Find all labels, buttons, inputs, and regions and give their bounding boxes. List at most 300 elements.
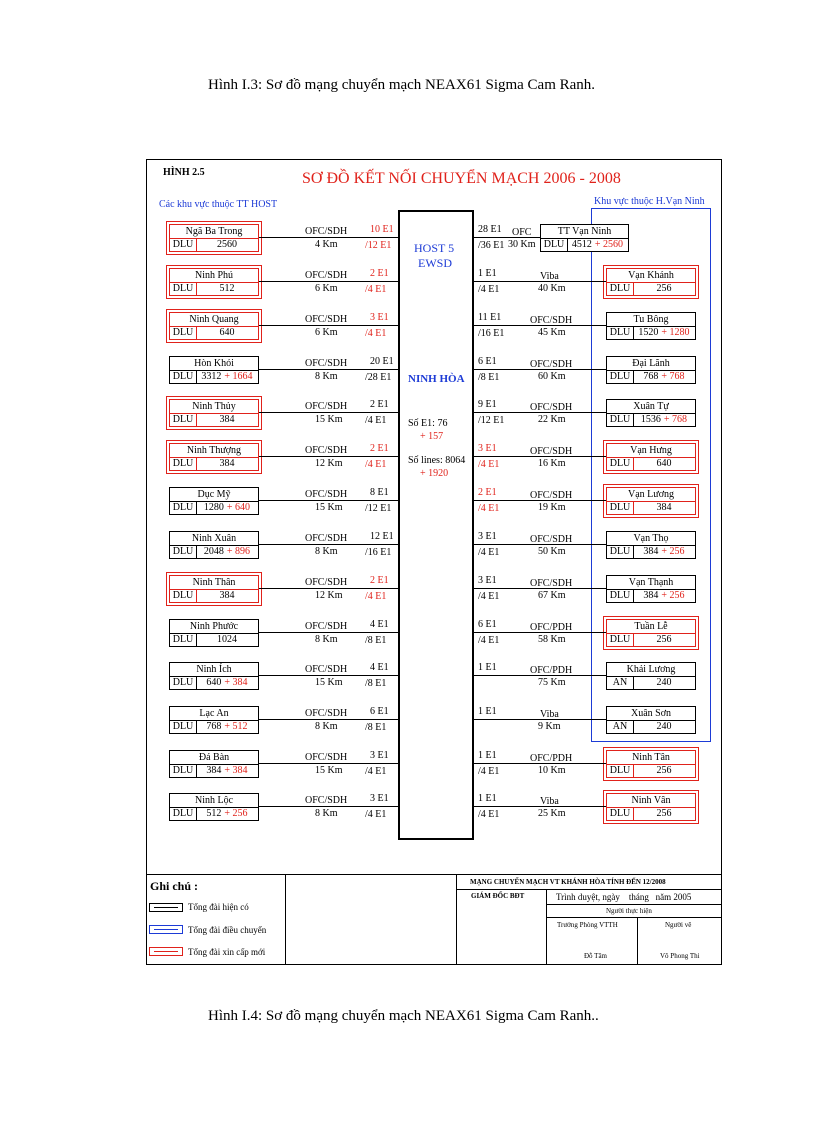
right-e1-total: /4 E1	[478, 766, 500, 777]
left-node-cap: 384	[219, 414, 235, 425]
left-node-cap-add: + 384	[224, 677, 248, 688]
right-node-capacity	[633, 413, 695, 426]
right-node-cap: 4512	[571, 239, 592, 250]
left-e1-total: /4 E1	[365, 459, 387, 470]
left-node-cap-add: + 256	[224, 808, 248, 819]
left-link-line-3	[259, 369, 398, 370]
right-node-name: Xuân Tự	[607, 400, 695, 414]
right-node-name: Khải Lương	[607, 663, 695, 677]
left-node-12	[169, 750, 259, 778]
left-link-type: OFC/SDH	[305, 795, 348, 806]
right-e1-total: /4 E1	[478, 503, 500, 514]
right-node-capacity	[633, 676, 695, 689]
left-link-dist: 15 Km	[315, 677, 343, 688]
left-node-cap: 2048	[203, 546, 224, 557]
right-node-capacity	[633, 545, 695, 558]
left-link-dist: 15 Km	[315, 765, 343, 776]
left-link-line-12	[259, 763, 398, 764]
right-e1-used: 3 E1	[478, 443, 497, 454]
legend-transfer-swatch	[149, 925, 183, 934]
right-link-dist: 16 Km	[538, 458, 566, 469]
titleblock-dept: Trưởng Phòng VTTH	[557, 921, 618, 929]
left-e1-used: 6 E1	[370, 706, 389, 717]
right-node-11	[606, 706, 696, 734]
host-lines-add: + 1920	[420, 468, 449, 479]
right-node-name: TT Vạn Ninh	[541, 225, 628, 239]
left-link-dist: 12 Km	[315, 458, 343, 469]
right-link-dist: 60 Km	[538, 371, 566, 382]
figure-title: SƠ ĐỒ KẾT NỐI CHUYỂN MẠCH 2006 - 2008	[302, 170, 621, 187]
left-e1-total: /4 E1	[365, 766, 387, 777]
left-node-cap: 512	[219, 283, 235, 294]
right-node-unit: DLU	[607, 633, 634, 646]
left-node-capacity	[196, 457, 258, 470]
left-node-8	[169, 575, 259, 603]
right-node-cap: 640	[656, 458, 672, 469]
left-area-label: Các khu vực thuộc TT HOST	[159, 199, 278, 210]
left-node-unit: DLU	[170, 720, 197, 733]
left-e1-used: 2 E1	[370, 399, 389, 410]
right-link-type: OFC/SDH	[530, 534, 573, 545]
left-link-dist: 8 Km	[315, 546, 338, 557]
left-node-unit: DLU	[170, 413, 197, 426]
right-link-type: Viba	[540, 709, 559, 720]
left-link-dist: 4 Km	[315, 239, 338, 250]
right-e1-total: /4 E1	[478, 459, 500, 470]
left-link-line-11	[259, 719, 398, 720]
right-e1-used: 1 E1	[478, 750, 497, 761]
left-node-name: Ninh Xuân	[170, 532, 258, 546]
right-e1-total: /36 E1	[478, 240, 505, 251]
left-e1-total: /4 E1	[365, 415, 387, 426]
right-node-name: Vạn Thạnh	[607, 576, 695, 590]
left-node-name: Dục Mỹ	[170, 488, 258, 502]
left-node-cap: 1280	[203, 502, 224, 513]
left-node-unit: DLU	[170, 282, 197, 295]
left-e1-total: /28 E1	[365, 372, 392, 383]
left-node-capacity	[196, 633, 258, 646]
right-node-name: Tu Bông	[607, 313, 695, 327]
right-link-type: OFC/SDH	[530, 578, 573, 589]
legend-new-label: Tổng đài xin cấp mới	[188, 947, 266, 957]
right-node-capacity	[633, 589, 695, 602]
tb-col	[546, 889, 547, 965]
left-node-cap: 768	[206, 721, 222, 732]
right-node-unit: DLU	[607, 326, 634, 339]
left-node-name: Ngã Ba Trong	[170, 225, 258, 239]
right-node-12	[606, 750, 696, 778]
left-link-type: OFC/SDH	[305, 708, 348, 719]
left-node-unit: DLU	[170, 764, 197, 777]
left-link-line-2	[259, 325, 398, 326]
right-node-capacity	[633, 326, 695, 339]
left-e1-total: /8 E1	[365, 678, 387, 689]
right-node-name: Đại Lãnh	[607, 357, 695, 371]
left-node-capacity	[196, 370, 258, 383]
left-node-unit: DLU	[170, 807, 197, 820]
right-node-3	[606, 356, 696, 384]
titleblock-approve: Trình duyệt, ngày tháng năm 2005	[556, 892, 692, 902]
left-link-dist: 12 Km	[315, 590, 343, 601]
right-link-dist: 67 Km	[538, 590, 566, 601]
right-node-cap-add: + 2560	[594, 239, 624, 250]
right-node-9	[606, 619, 696, 647]
right-node-cap-add: + 1280	[661, 327, 690, 338]
left-e1-total: /8 E1	[365, 722, 387, 733]
right-node-unit: DLU	[607, 807, 634, 820]
right-link-dist: 45 Km	[538, 327, 566, 338]
left-link-line-8	[259, 588, 398, 589]
tb-col-2	[637, 917, 638, 965]
tb-line-1	[456, 889, 722, 890]
left-e1-total: /8 E1	[365, 635, 387, 646]
legend-existing-label: Tổng đài hiện có	[188, 902, 249, 912]
right-node-capacity	[633, 633, 695, 646]
right-e1-used: 3 E1	[478, 531, 497, 542]
left-link-type: OFC/SDH	[305, 577, 348, 588]
left-node-11	[169, 706, 259, 734]
right-link-type: OFC/PDH	[530, 753, 573, 764]
left-link-type: OFC/SDH	[305, 621, 348, 632]
titleblock-name-1: Đỗ Tâm	[584, 952, 608, 960]
right-node-6	[606, 487, 696, 515]
left-link-line-7	[259, 544, 398, 545]
left-node-cap-add: + 512	[224, 721, 248, 732]
right-link-dist: 19 Km	[538, 502, 566, 513]
right-link-type: OFC/PDH	[530, 665, 573, 676]
left-e1-used: 2 E1	[370, 575, 389, 586]
left-e1-used: 2 E1	[370, 268, 389, 279]
right-node-4	[606, 399, 696, 427]
left-node-name: Ninh Thủy	[170, 400, 258, 414]
left-e1-used: 12 E1	[370, 531, 394, 542]
left-e1-used: 3 E1	[370, 750, 389, 761]
left-node-name: Ninh Thân	[170, 576, 258, 590]
left-link-dist: 15 Km	[315, 414, 343, 425]
right-e1-total: /4 E1	[478, 591, 500, 602]
figure-number: HÌNH 2.5	[163, 167, 205, 178]
left-node-unit: DLU	[170, 457, 197, 470]
left-node-unit: DLU	[170, 633, 197, 646]
right-node-5	[606, 443, 696, 471]
left-e1-total: /4 E1	[365, 809, 387, 820]
left-node-capacity	[196, 720, 258, 733]
right-node-unit: DLU	[607, 589, 634, 602]
right-link-type: OFC/SDH	[530, 359, 573, 370]
left-e1-total: /12 E1	[365, 240, 392, 251]
left-link-dist: 15 Km	[315, 502, 343, 513]
right-node-capacity	[633, 370, 695, 383]
left-link-dist: 8 Km	[315, 634, 338, 645]
right-node-name: Xuân Sơn	[607, 707, 695, 721]
right-node-name: Vạn Thọ	[607, 532, 695, 546]
right-e1-total: /4 E1	[478, 809, 500, 820]
left-link-type: OFC/SDH	[305, 752, 348, 763]
left-link-type: OFC/SDH	[305, 314, 348, 325]
left-e1-used: 3 E1	[370, 793, 389, 804]
right-node-cap: 256	[656, 765, 672, 776]
right-node-unit: DLU	[607, 501, 634, 514]
left-link-line-9	[259, 632, 398, 633]
left-e1-used: 4 E1	[370, 619, 389, 630]
right-node-10	[606, 662, 696, 690]
left-link-dist: 6 Km	[315, 283, 338, 294]
right-node-cap: 1536	[640, 414, 661, 425]
right-node-8	[606, 575, 696, 603]
right-node-name: Vạn Hưng	[607, 444, 695, 458]
right-node-name: Ninh Tân	[607, 751, 695, 765]
right-node-capacity	[633, 764, 695, 777]
left-e1-total: /4 E1	[365, 328, 387, 339]
right-link-type: OFC/SDH	[530, 402, 573, 413]
right-node-unit: AN	[607, 720, 634, 733]
left-link-line-5	[259, 456, 398, 457]
right-link-dist: 10 Km	[538, 765, 566, 776]
right-node-cap: 240	[656, 721, 672, 732]
footer-col-2	[456, 874, 457, 965]
left-node-unit: DLU	[170, 370, 197, 383]
right-node-capacity	[633, 807, 695, 820]
right-node-7	[606, 531, 696, 559]
left-node-capacity	[196, 413, 258, 426]
right-e1-used: 1 E1	[478, 268, 497, 279]
right-link-dist: 50 Km	[538, 546, 566, 557]
left-node-capacity	[196, 676, 258, 689]
tb-line-3	[546, 917, 722, 918]
left-link-type: OFC/SDH	[305, 664, 348, 675]
right-e1-total: /12 E1	[478, 415, 505, 426]
left-e1-used: 20 E1	[370, 356, 394, 367]
right-node-unit: DLU	[541, 238, 568, 251]
right-node-2	[606, 312, 696, 340]
left-node-cap: 640	[206, 677, 222, 688]
left-node-capacity	[196, 807, 258, 820]
titleblock-director: GIÁM ĐỐC BĐT	[471, 892, 525, 900]
left-node-capacity	[196, 589, 258, 602]
right-node-capacity	[633, 720, 695, 733]
right-link-dist: 22 Km	[538, 414, 566, 425]
left-node-capacity	[196, 501, 258, 514]
left-node-unit: DLU	[170, 545, 197, 558]
legend-title: Ghi chú :	[150, 879, 199, 893]
right-link-dist: 75 Km	[538, 677, 566, 688]
tb-line-2	[546, 904, 722, 905]
left-node-cap: 1024	[217, 634, 237, 645]
right-e1-used: 2 E1	[478, 487, 497, 498]
right-node-unit: DLU	[607, 282, 634, 295]
left-link-type: OFC/SDH	[305, 226, 348, 237]
left-node-name: Hòn Khói	[170, 357, 258, 371]
left-node-unit: DLU	[170, 238, 197, 251]
left-link-dist: 6 Km	[315, 327, 338, 338]
left-node-13	[169, 793, 259, 821]
left-link-line-4	[259, 412, 398, 413]
right-link-type: OFC/SDH	[530, 315, 573, 326]
host-label-1: HOST 5	[414, 241, 455, 255]
left-node-unit: DLU	[170, 326, 197, 339]
left-node-cap: 384	[219, 590, 235, 601]
right-node-capacity	[633, 282, 695, 295]
right-node-cap-add: + 768	[661, 371, 685, 382]
left-e1-used: 2 E1	[370, 443, 389, 454]
left-node-6	[169, 487, 259, 515]
right-e1-used: 1 E1	[478, 662, 497, 673]
left-node-capacity	[196, 545, 258, 558]
left-node-name: Ninh Phú	[170, 269, 258, 283]
right-e1-used: 28 E1	[478, 224, 502, 235]
right-node-cap: 768	[643, 371, 659, 382]
left-link-dist: 8 Km	[315, 808, 338, 819]
left-node-name: Ninh Quang	[170, 313, 258, 327]
left-node-cap: 384	[219, 458, 235, 469]
right-link-type: Viba	[540, 796, 559, 807]
right-node-cap: 384	[643, 546, 659, 557]
left-node-capacity	[196, 764, 258, 777]
right-link-dist: 25 Km	[538, 808, 566, 819]
left-node-unit: DLU	[170, 676, 197, 689]
host-e1-add: + 157	[420, 431, 444, 442]
left-node-capacity	[196, 326, 258, 339]
left-link-type: OFC/SDH	[305, 445, 348, 456]
titleblock-performer: Người thực hiện	[606, 907, 652, 915]
right-node-unit: DLU	[607, 413, 634, 426]
caption-top: Hình I.3: Sơ đồ mạng chuyển mạch NEAX61 Sigma Cam Ranh.	[208, 77, 596, 93]
left-node-name: Ninh Phước	[170, 620, 258, 634]
right-node-cap-add: + 768	[663, 414, 688, 425]
left-e1-total: /12 E1	[365, 503, 392, 514]
left-node-2	[169, 312, 259, 340]
left-node-4	[169, 399, 259, 427]
right-node-name: Tuần Lễ	[607, 620, 695, 634]
right-link-dist: 30 Km	[508, 239, 536, 250]
right-link-type: OFC/SDH	[530, 490, 573, 501]
right-node-cap: 384	[656, 502, 672, 513]
right-node-cap-add: + 256	[661, 546, 685, 557]
right-node-cap-add: + 256	[661, 590, 685, 601]
left-link-type: OFC/SDH	[305, 533, 348, 544]
left-node-cap: 512	[206, 808, 222, 819]
left-node-cap-add: + 896	[226, 546, 251, 557]
left-node-cap: 2560	[217, 239, 237, 250]
left-node-name: Lạc An	[170, 707, 258, 721]
left-node-cap-add: + 640	[226, 502, 251, 513]
left-link-line-0	[259, 237, 398, 238]
right-node-unit: DLU	[607, 545, 634, 558]
right-e1-total: /8 E1	[478, 372, 500, 383]
left-node-7	[169, 531, 259, 559]
left-e1-total: /4 E1	[365, 591, 387, 602]
right-node-unit: DLU	[607, 457, 634, 470]
host-e1-count: Số E1: 76	[408, 418, 448, 429]
right-e1-used: 1 E1	[478, 706, 497, 717]
left-node-9	[169, 619, 259, 647]
left-link-dist: 8 Km	[315, 371, 338, 382]
right-node-cap: 240	[656, 677, 672, 688]
left-node-name: Ninh Thượng	[170, 444, 258, 458]
legend-transfer-label: Tổng đài điều chuyển	[188, 925, 267, 935]
left-node-name: Đá Bàn	[170, 751, 258, 765]
left-node-capacity	[196, 238, 258, 251]
right-node-13	[606, 793, 696, 821]
right-node-cap: 256	[656, 634, 672, 645]
left-link-type: OFC/SDH	[305, 401, 348, 412]
left-node-cap: 3312	[201, 371, 222, 382]
left-node-cap-add: + 384	[224, 765, 248, 776]
legend-new-swatch	[149, 947, 183, 956]
right-e1-used: 3 E1	[478, 575, 497, 586]
right-e1-total: /16 E1	[478, 328, 505, 339]
right-node-capacity	[633, 457, 695, 470]
right-link-type: OFC/SDH	[530, 446, 573, 457]
left-e1-used: 10 E1	[370, 224, 394, 235]
left-link-line-1	[259, 281, 398, 282]
right-link-type: OFC/PDH	[530, 622, 573, 633]
host-lines-count: Số lines: 8064	[408, 455, 466, 466]
right-node-capacity	[633, 501, 695, 514]
right-link-type: OFC	[512, 227, 532, 238]
right-node-unit: AN	[607, 676, 634, 689]
left-node-5	[169, 443, 259, 471]
right-area-label: Khu vực thuộc H.Vạn Ninh	[594, 196, 705, 207]
right-node-name: Ninh Vân	[607, 794, 695, 808]
right-node-cap: 1520	[638, 327, 659, 338]
right-e1-used: 11 E1	[478, 312, 502, 323]
left-node-name: Ninh Lộc	[170, 794, 258, 808]
right-e1-used: 6 E1	[478, 356, 497, 367]
left-node-name: Ninh Ích	[170, 663, 258, 677]
right-node-name: Vạn Lương	[607, 488, 695, 502]
right-e1-used: 1 E1	[478, 793, 497, 804]
footer-col-1	[285, 874, 286, 965]
right-node-capacity	[567, 238, 628, 251]
right-link-dist: 58 Km	[538, 634, 566, 645]
left-node-unit: DLU	[170, 501, 197, 514]
left-node-unit: DLU	[170, 589, 197, 602]
left-link-dist: 8 Km	[315, 721, 338, 732]
left-link-line-13	[259, 806, 398, 807]
host-name: NINH HÒA	[408, 373, 465, 385]
left-e1-used: 4 E1	[370, 662, 389, 673]
left-e1-total: /16 E1	[365, 547, 392, 558]
titleblock-drawer: Người vẽ	[665, 921, 692, 929]
right-link-dist: 9 Km	[538, 721, 561, 732]
caption-bottom: Hình I.4: Sơ đồ mạng chuyển mạch NEAX61 Sigma Cam Ranh..	[208, 1008, 599, 1024]
legend-existing-swatch	[149, 903, 183, 912]
host-switch	[398, 210, 474, 840]
right-e1-used: 6 E1	[478, 619, 497, 630]
right-node-1	[606, 268, 696, 296]
left-node-cap-add: + 1664	[224, 371, 253, 382]
left-e1-total: /4 E1	[365, 284, 387, 295]
right-node-0	[540, 224, 629, 252]
right-node-cap: 256	[656, 283, 672, 294]
right-node-unit: DLU	[607, 764, 634, 777]
titleblock-title: MẠNG CHUYỂN MẠCH VT KHÁNH HÒA TÍNH ĐẾN 12/2008	[470, 878, 666, 886]
right-node-name: Vạn Khánh	[607, 269, 695, 283]
right-e1-used: 9 E1	[478, 399, 497, 410]
left-link-type: OFC/SDH	[305, 358, 348, 369]
left-node-cap: 384	[206, 765, 222, 776]
titleblock-name-2: Võ Phong Thi	[660, 952, 700, 960]
right-node-unit: DLU	[607, 370, 634, 383]
right-link-type: Viba	[540, 271, 559, 282]
left-link-line-10	[259, 675, 398, 676]
host-label-2: EWSD	[418, 256, 452, 270]
left-node-0	[169, 224, 259, 252]
footer-divider	[146, 874, 722, 875]
left-e1-used: 3 E1	[370, 312, 389, 323]
left-link-type: OFC/SDH	[305, 489, 348, 500]
